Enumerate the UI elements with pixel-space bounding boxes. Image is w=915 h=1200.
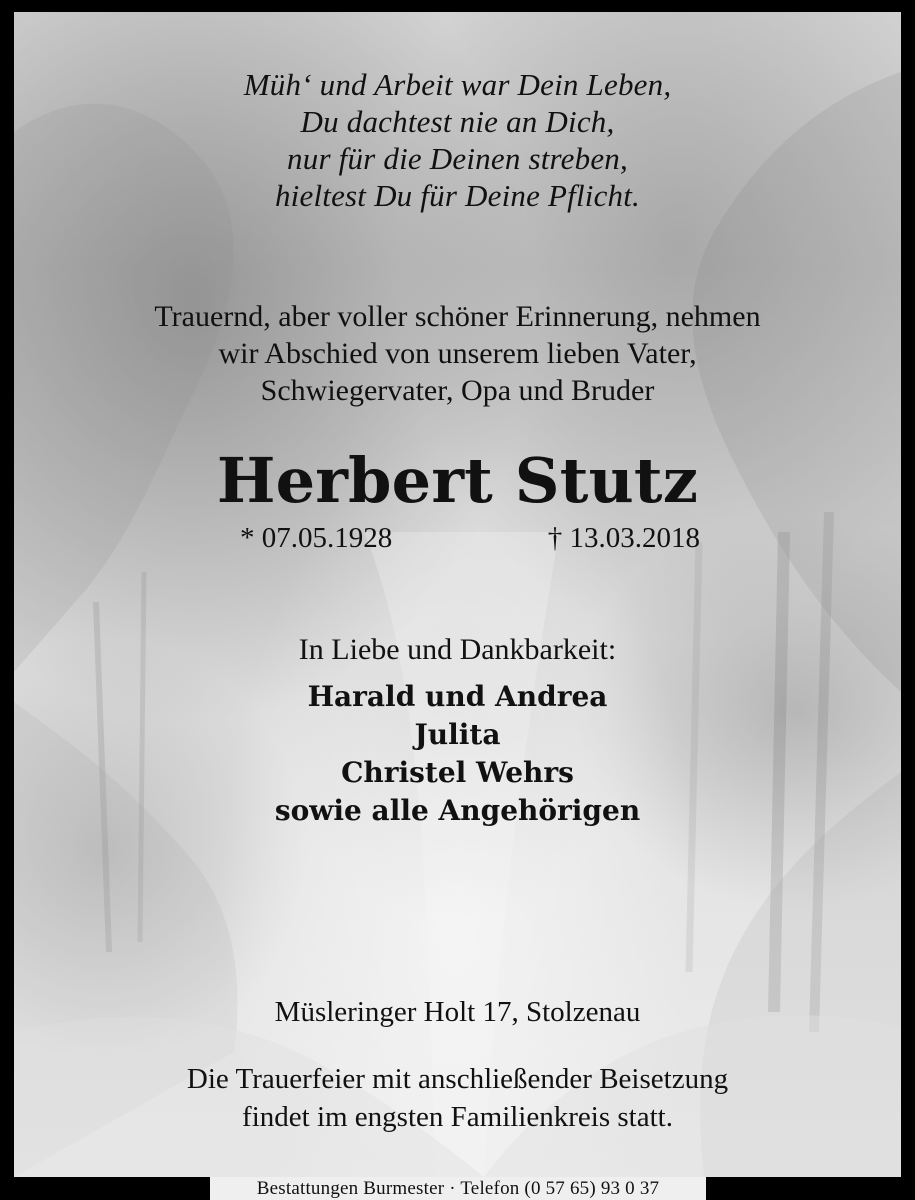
family-member: Julita	[414, 718, 501, 751]
intro-line: Schwiegervater, Opa und Bruder	[260, 374, 655, 407]
deceased-name: Herbert Stutz	[216, 444, 699, 517]
birth-date: * 07.05.1928	[240, 522, 393, 554]
memorial-poem	[14, 66, 901, 214]
family-list	[14, 678, 901, 830]
address-text: Müsleringer Holt 17, Stolzenau	[274, 996, 641, 1028]
thanks-label: In Liebe und Dankbarkeit:	[298, 633, 617, 666]
funeral-home-contact: Bestattungen Burmester · Telefon (0 57 65) 93 0 37	[210, 1177, 706, 1200]
family-member: sowie alle Angehörigen	[274, 794, 641, 827]
footer-bar	[0, 1177, 915, 1200]
obituary-card	[14, 12, 901, 1177]
intro-line: Trauernd, aber voller schöner Erinnerung, nehmen	[154, 300, 761, 333]
obituary-content	[14, 12, 901, 1177]
ceremony-line: findet im engsten Familienkreis statt.	[242, 1101, 673, 1133]
death-date: † 13.03.2018	[547, 522, 700, 554]
ceremony-notice	[14, 1060, 901, 1136]
family-member: Harald und Andrea	[307, 680, 608, 713]
poem-line: Müh‘ und Arbeit war Dein Leben,	[243, 67, 672, 102]
poem-line: hieltest Du für Deine Pflicht.	[274, 178, 640, 213]
ceremony-line: Die Trauerfeier mit anschließender Beisetzung	[186, 1063, 729, 1095]
intro-line: wir Abschied von unserem lieben Vater,	[218, 337, 697, 370]
poem-line: nur für die Deinen streben,	[287, 141, 628, 176]
intro-text	[14, 298, 901, 409]
poem-line: Du dachtest nie an Dich,	[300, 104, 615, 139]
life-dates	[240, 522, 700, 555]
family-member: Christel Wehrs	[341, 756, 574, 789]
